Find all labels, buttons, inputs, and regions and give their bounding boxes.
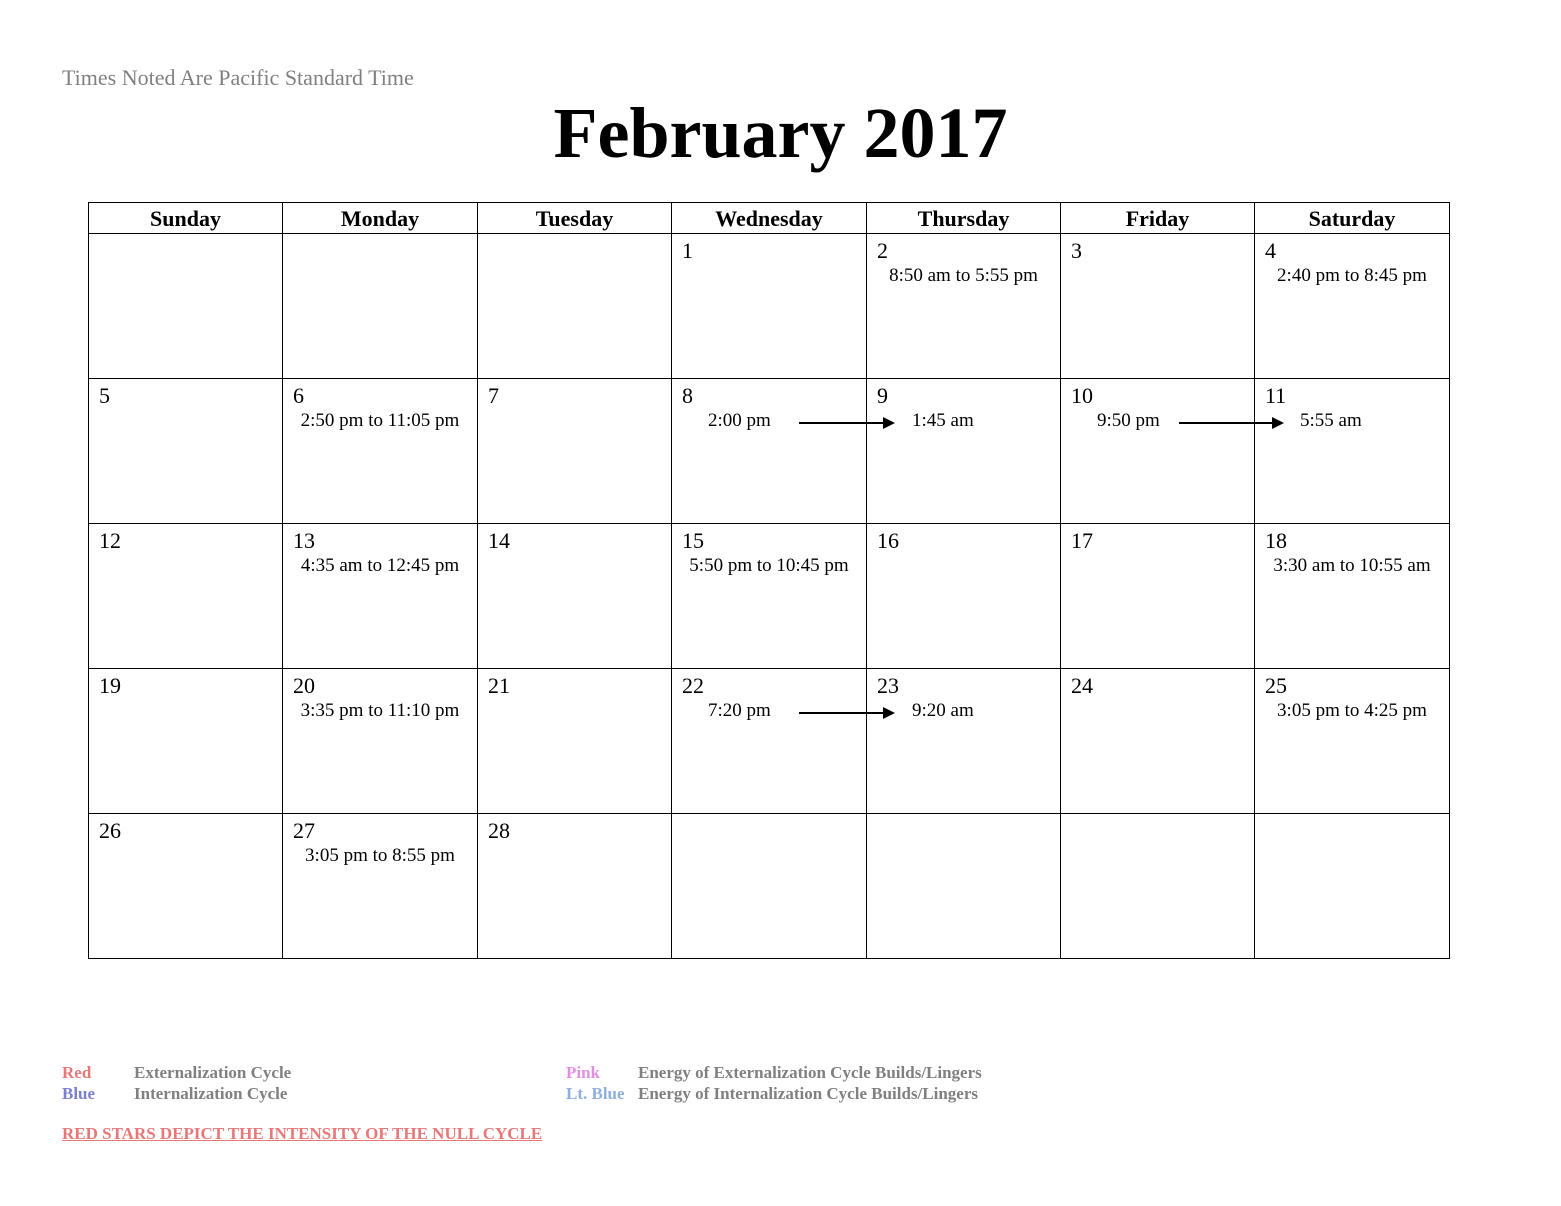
day-cell xyxy=(672,669,867,814)
weekday-header-wednesday: Wednesday xyxy=(672,203,867,234)
day-cell-empty xyxy=(283,234,478,379)
timezone-note: Times Noted Are Pacific Standard Time xyxy=(62,65,414,90)
day-cell xyxy=(867,234,1061,379)
week-row xyxy=(89,524,1450,669)
day-cell-empty xyxy=(1255,814,1450,959)
cycle-time: 2:40 pm to 8:45 pm xyxy=(1277,265,1427,286)
legend-item-lt-blue xyxy=(566,1083,982,1104)
day-number: 1 xyxy=(682,238,693,263)
day-cell xyxy=(1061,524,1255,669)
day-cell xyxy=(89,814,283,959)
day-cell xyxy=(672,524,867,669)
day-number: 17 xyxy=(1071,528,1093,553)
cycle-end-time: 9:20 am xyxy=(912,700,974,721)
day-number: 18 xyxy=(1265,528,1287,553)
day-cell xyxy=(283,814,478,959)
legend-desc-externalization-builds: Energy of Externalization Cycle Builds/Lingers xyxy=(638,1063,982,1082)
weekday-header-row xyxy=(89,203,1450,234)
cycle-end-time: 1:45 am xyxy=(912,410,974,431)
day-cell xyxy=(478,669,672,814)
week-row xyxy=(89,379,1450,524)
cycle-start-time: 2:00 pm xyxy=(708,410,771,431)
day-number: 23 xyxy=(877,673,899,698)
day-number: 26 xyxy=(99,818,121,843)
day-cell-empty xyxy=(478,234,672,379)
day-cell xyxy=(1255,234,1450,379)
day-cell xyxy=(1061,669,1255,814)
day-number: 28 xyxy=(488,818,510,843)
day-cell xyxy=(672,379,867,524)
cycle-start-time: 9:50 pm xyxy=(1097,410,1160,431)
day-number: 7 xyxy=(488,383,499,408)
day-cell xyxy=(867,669,1061,814)
day-number: 24 xyxy=(1071,673,1093,698)
legend-label-red: Red xyxy=(62,1063,92,1082)
day-number: 3 xyxy=(1071,238,1082,263)
day-cell-empty xyxy=(89,234,283,379)
day-number: 8 xyxy=(682,383,693,408)
cycle-time: 8:50 am to 5:55 pm xyxy=(889,265,1038,286)
day-number: 5 xyxy=(99,383,110,408)
day-number: 9 xyxy=(877,383,888,408)
cycle-time: 3:30 am to 10:55 am xyxy=(1273,555,1431,576)
week-row xyxy=(89,234,1450,379)
legend-item-pink xyxy=(566,1062,982,1083)
weekday-header-thursday: Thursday xyxy=(867,203,1061,234)
cycle-end-time: 5:55 am xyxy=(1300,410,1362,431)
day-number: 16 xyxy=(877,528,899,553)
cycle-time: 3:05 pm to 4:25 pm xyxy=(1277,700,1427,721)
day-number: 12 xyxy=(99,528,121,553)
cycle-time: 4:35 am to 12:45 pm xyxy=(300,555,460,576)
day-cell-empty xyxy=(672,814,867,959)
day-cell xyxy=(867,524,1061,669)
day-cell xyxy=(478,379,672,524)
day-number: 13 xyxy=(293,528,315,553)
calendar-grid xyxy=(88,202,1450,959)
legend-item-red xyxy=(62,1062,291,1083)
day-cell xyxy=(89,669,283,814)
day-number: 22 xyxy=(682,673,704,698)
day-cell xyxy=(1255,379,1450,524)
cycle-start-time: 7:20 pm xyxy=(708,700,771,721)
day-number: 21 xyxy=(488,673,510,698)
day-cell xyxy=(478,814,672,959)
day-cell xyxy=(283,669,478,814)
legend-label-blue: Blue xyxy=(62,1084,96,1103)
day-number: 25 xyxy=(1265,673,1287,698)
day-number: 20 xyxy=(293,673,315,698)
day-number: 14 xyxy=(488,528,510,553)
legend-left xyxy=(62,1062,291,1104)
cycle-time: 3:35 pm to 11:10 pm xyxy=(300,700,460,721)
weekday-header-tuesday: Tuesday xyxy=(478,203,672,234)
page-title: February 2017 xyxy=(553,93,1008,173)
legend-right xyxy=(566,1062,982,1104)
legend-desc-internalization-builds: Energy of Internalization Cycle Builds/Lingers xyxy=(638,1084,978,1103)
cycle-time: 5:50 pm to 10:45 pm xyxy=(689,555,849,576)
cycle-time: 3:05 pm to 8:55 pm xyxy=(305,845,455,866)
day-number: 19 xyxy=(99,673,121,698)
day-number: 2 xyxy=(877,238,888,263)
day-cell xyxy=(1255,669,1450,814)
day-cell xyxy=(89,524,283,669)
weekday-header-monday: Monday xyxy=(283,203,478,234)
legend-label-lt-blue: Lt. Blue xyxy=(566,1084,625,1103)
day-cell xyxy=(1255,524,1450,669)
day-cell xyxy=(283,379,478,524)
day-cell-empty xyxy=(867,814,1061,959)
null-cycle-note: RED STARS DEPICT THE INTENSITY OF THE NULL CYCLE xyxy=(62,1124,543,1143)
legend-label-pink: Pink xyxy=(566,1063,601,1082)
day-number: 4 xyxy=(1265,238,1276,263)
weekday-header-saturday: Saturday xyxy=(1255,203,1450,234)
legend-desc-externalization: Externalization Cycle xyxy=(134,1063,292,1082)
legend-item-blue xyxy=(62,1083,291,1104)
day-cell xyxy=(1061,234,1255,379)
week-row xyxy=(89,814,1450,959)
weekday-header-friday: Friday xyxy=(1061,203,1255,234)
day-cell xyxy=(672,234,867,379)
day-number: 15 xyxy=(682,528,704,553)
day-number: 11 xyxy=(1265,383,1287,408)
week-row xyxy=(89,669,1450,814)
day-cell xyxy=(283,524,478,669)
day-number: 6 xyxy=(293,383,304,408)
day-cell xyxy=(1061,379,1255,524)
day-number: 10 xyxy=(1071,383,1093,408)
weekday-header-sunday: Sunday xyxy=(89,203,283,234)
day-cell-empty xyxy=(1061,814,1255,959)
day-cell xyxy=(89,379,283,524)
day-cell xyxy=(478,524,672,669)
legend-desc-internalization: Internalization Cycle xyxy=(134,1084,288,1103)
day-cell xyxy=(867,379,1061,524)
cycle-time: 2:50 pm to 11:05 pm xyxy=(300,410,460,431)
day-number: 27 xyxy=(293,818,315,843)
